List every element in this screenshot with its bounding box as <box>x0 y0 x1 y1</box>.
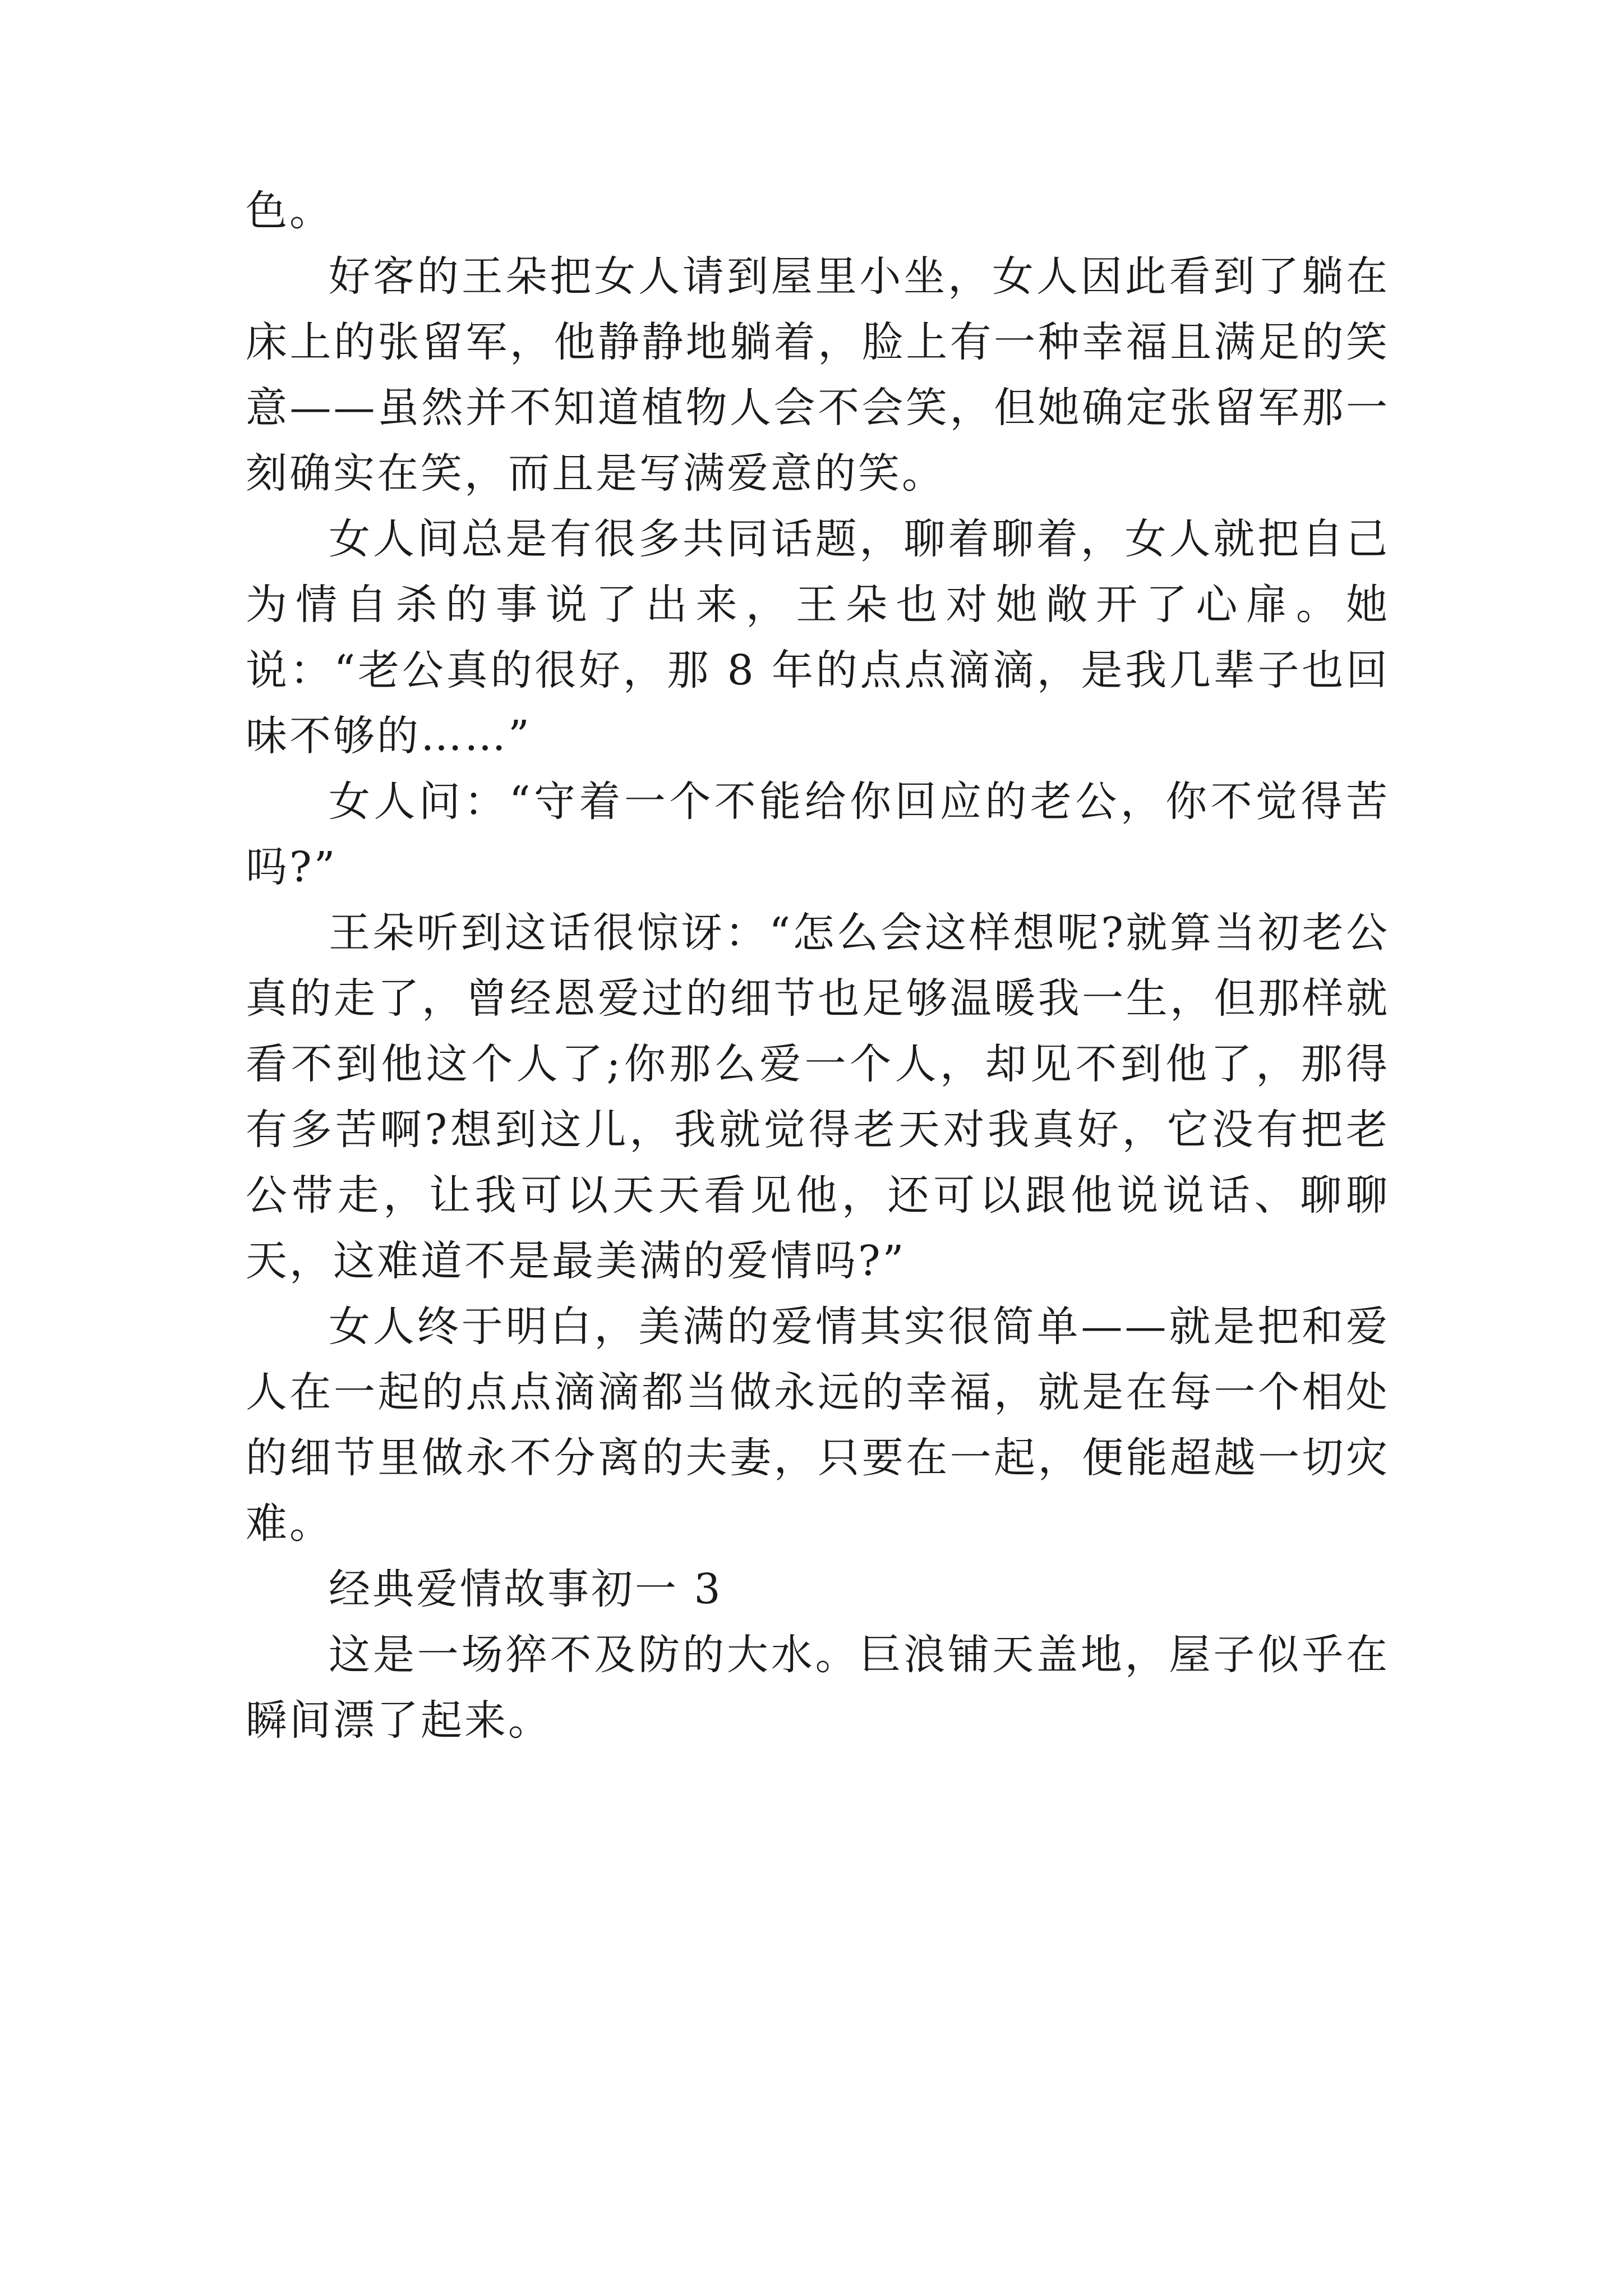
paragraph: 女人终于明白，美满的爱情其实很简单——就是把和爱人在一起的点点滴滴都当做永远的幸福，就是在每一个相处的细节里做永不分离的夫妻，只要在一起，便能超越一切灾难。 <box>246 1303 1390 1548</box>
paragraph: 女人间总是有很多共同话题，聊着聊着，女人就把自己为情自杀的事说了出来，王朵也对她敞开了心扉。她说：“老公真的很好，那 8 年的点点滴滴，是我几辈子也回味不够的……” <box>246 515 1390 760</box>
paragraph: 王朵听到这话很惊讶：“怎么会这样想呢?就算当初老公真的走了，曾经恩爱过的细节也足够温暖我一生，但那样就看不到他这个人了;你那么爱一个人，却见不到他了，那得有多苦啊?想到这儿，我就觉得老天对我真好，它没有把老公带走，让我可以天天看见他，还可以跟他说说话、聊聊天，这难道不是最美满的爱情吗?” <box>246 909 1390 1285</box>
paragraph: 女人问：“守着一个不能给你回应的老公，你不觉得苦吗?” <box>246 777 1390 891</box>
paragraph: 好客的王朵把女人请到屋里小坐，女人因此看到了躺在床上的张留军，他静静地躺着，脸上有一种幸福且满足的笑意——虽然并不知道植物人会不会笑，但她确定张留军那一刻确实在笑，而且是写满爱意的笑。 <box>246 252 1390 498</box>
body-text <box>246 178 1390 1754</box>
section-heading: 经典爱情故事初一 3 <box>329 1565 723 1613</box>
paragraph: 这是一场猝不及防的大水。巨浪铺天盖地，屋子似乎在瞬间漂了起来。 <box>246 1631 1390 1745</box>
paragraph-continuation: 色。 <box>246 187 333 235</box>
